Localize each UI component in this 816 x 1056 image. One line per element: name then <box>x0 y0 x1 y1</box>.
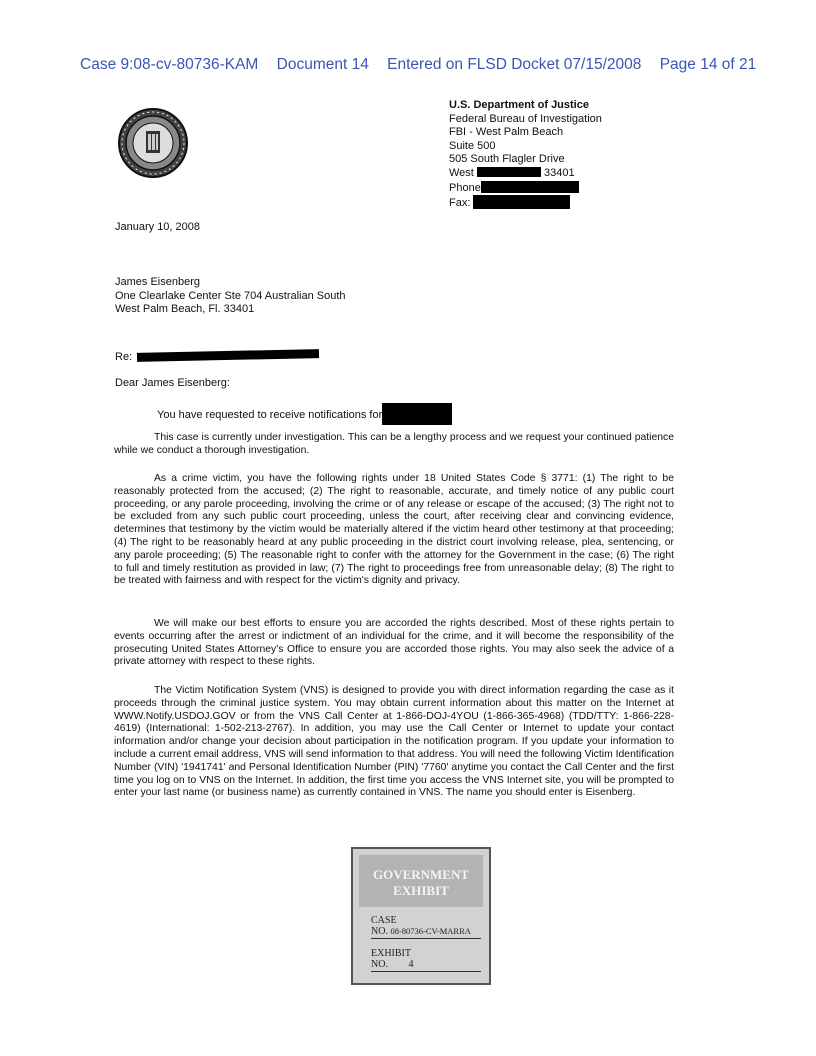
recipient-address <box>115 276 346 317</box>
stamp-title <box>359 855 483 907</box>
letterhead-bureau: Federal Bureau of Investigation <box>449 112 602 125</box>
paragraph-investigation-status: This case is currently under investigation. This can be a lengthy process and we request your continued patience while we conduct a thorough investigation. <box>114 432 674 456</box>
stamp-case-number: 08-80736-CV-MARRA <box>390 926 471 936</box>
stamp-exhibit-number-row <box>371 959 413 970</box>
recipient-address-line-1: One Clearlake Center Ste 704 Australian South <box>115 289 346 302</box>
letterhead <box>449 99 602 211</box>
docket-entered-date: Entered on FLSD Docket 07/15/2008 <box>387 56 642 73</box>
docket-page-number: Page 14 of 21 <box>659 56 757 73</box>
docket-header <box>80 56 757 74</box>
letterhead-phone-redaction <box>481 181 579 193</box>
letterhead-street: 505 South Flagler Drive <box>449 153 565 166</box>
stamp-case-no-label: NO. <box>371 926 388 937</box>
stamp-divider <box>371 938 481 939</box>
stamp-case-number-row <box>371 926 471 937</box>
fbi-seal-icon <box>117 107 189 179</box>
paragraph-victim-rights: As a crime victim, you have the following rights under 18 United States Code § 3771: (1) The right to be reasonably protected from the accused; (2) The right to reasonable, accurate, and timely notice of any public court proceeding, or any parole proceeding, involving the crime or of any release or escape of the accused; (3) The right not to be excluded from any such public court proceeding, unless the court, after receiving clear and convincing evidence, determines that testimony by the victim would be materially altered if the victim heard other testimony at that proceeding; (4) The right to be reasonably heard at any public proceeding in the district court involving release, plea, sentencing, or any parole proceeding; (5) The reasonable right to confer with the attorney for the Government in the case; (6) The right to full and timely restitution as provided in law; (7) The right to proceedings free from unreasonable delay; (8) The right to be treated with fairness and with respect for the victim's dignity and privacy. <box>114 473 674 587</box>
letterhead-suite: Suite 500 <box>449 139 496 152</box>
letterhead-fax-label: Fax: <box>449 197 471 210</box>
stamp-exhibit-label: EXHIBIT <box>371 948 411 959</box>
letterhead-fax-redaction <box>473 195 570 209</box>
letterhead-phone-label: Phone <box>449 181 481 194</box>
paragraph-victim-notification-system: The Victim Notification System (VNS) is designed to provide you with direct information regarding the case as it proceeds through the criminal justice system. You may obtain current information about this matter on the Internet at WWW.Notify.USDOJ.GOV or from the VNS Call Center at 1-866-DOJ-4YOU (1-866-365-4968) (TDD/TTY: 1-866-228-4619) (International: 1-502-213-2767). In addition, you may use the Call Center or Internet to update your contact information and/or change your decision about participation in the notification program. If you update your information to include a current email address, VNS will send information to that address. You will need the following Victim Identification Number (VIN) '1941741' and Personal Identification Number (PIN) '7760' anytime you contact the Call Center and the first time you log on to VNS on the Internet. In addition, the first time you access the VNS Internet site, you will be prompted to enter your last name (or business name) as currently contained in VNS. The name you should enter is Eisenberg. <box>114 685 674 799</box>
stamp-title-line-2: EXHIBIT <box>393 883 449 898</box>
recipient-name: James Eisenberg <box>115 276 200 288</box>
letterhead-office: FBI - West Palm Beach <box>449 126 564 139</box>
notification-request-line <box>157 403 452 425</box>
letterhead-city-prefix: West <box>449 166 474 179</box>
salutation: Dear James Eisenberg: <box>115 377 230 389</box>
stamp-bottom-line <box>371 971 481 972</box>
letterhead-fax-line <box>449 195 602 211</box>
re-line <box>115 351 319 363</box>
letter-date: January 10, 2008 <box>115 221 201 233</box>
stamp-exhibit-no-label: NO. <box>371 959 388 970</box>
re-label: Re: <box>115 351 133 363</box>
letterhead-phone-line <box>449 181 602 196</box>
recipient-address-line-2: West Palm Beach, Fl. 33401 <box>115 303 255 316</box>
stamp-title-line-1: GOVERNMENT <box>372 867 470 882</box>
docket-document-number: Document 14 <box>276 56 369 73</box>
re-redaction <box>137 349 319 362</box>
stamp-exhibit-number: 4 <box>408 959 414 970</box>
letterhead-department: U.S. Department of Justice <box>449 99 589 111</box>
notification-request-text: You have requested to receive notifications for <box>157 409 383 421</box>
docket-case-number: Case 9:08-cv-80736-KAM <box>80 56 259 73</box>
letterhead-city-line <box>449 167 602 181</box>
paragraph-rights-responsibility: We will make our best efforts to ensure you are accorded the rights described. Most of these rights pertain to events occurring after the arrest or indictment of an individual for the crime, and it will become the responsibility of the prosecuting United States Attorney's Office to ensure you are accorded those rights. You may also seek the advice of a private attorney with respect to these rights. <box>114 618 674 668</box>
government-exhibit-stamp <box>351 847 491 985</box>
stamp-case-label: CASE <box>371 915 397 926</box>
letterhead-city-redaction <box>477 167 541 177</box>
letterhead-zip: 33401 <box>543 166 575 179</box>
notification-subject-redaction <box>382 403 452 425</box>
